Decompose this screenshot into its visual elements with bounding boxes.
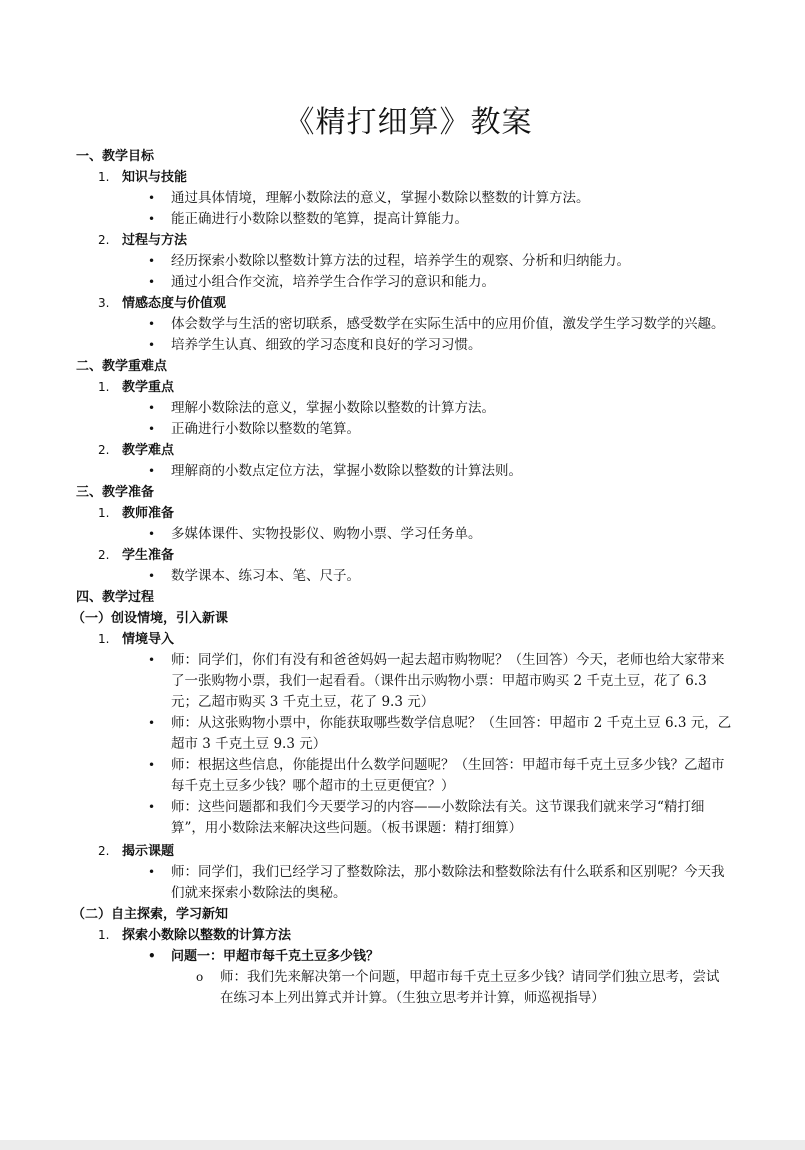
bullet-text: 正确进行小数除以整数的笔算。 <box>171 421 360 437</box>
bullet-item <box>72 713 745 755</box>
bullet-text: 师：根据这些信息，你能提出什么数学问题呢？（生回答：甲超市每千克土豆多少钱？乙超市每千克土豆多少钱？哪个超市的土豆更便宜？） <box>171 757 725 794</box>
numbered-item <box>72 377 745 398</box>
bullet-icon: • <box>148 191 156 205</box>
bullet-item <box>72 272 745 293</box>
numbered-item <box>72 841 745 862</box>
item-label: 探索小数除以整数的计算方法 <box>122 928 292 943</box>
item-label: 知识与技能 <box>122 170 188 185</box>
item-number: 2. <box>98 548 110 562</box>
bullet-text: 通过小组合作交流，培养学生合作学习的意识和能力。 <box>171 274 495 290</box>
bullet-icon: • <box>148 254 156 268</box>
bullet-icon: • <box>148 338 156 352</box>
bullet-icon: • <box>148 527 156 541</box>
numbered-item <box>72 503 745 524</box>
numbered-item <box>72 925 745 946</box>
item-label: 教师准备 <box>122 506 175 521</box>
numbered-item <box>72 230 745 251</box>
item-label: 过程与方法 <box>122 233 188 248</box>
section-heading-process: 四、教学过程 <box>76 590 155 605</box>
bullet-text: 师：同学们，你们有没有和爸爸妈妈一起去超市购物呢？（生回答）今天，老师也给大家带来了一张购物小票，我们一起看看。（课件出示购物小票：甲超市购买 2 千克土豆，花了 6.3 元；乙超市购买 3 千克土豆，花了 9.3 元） <box>171 652 725 710</box>
item-number: 1. <box>98 506 110 520</box>
numbered-item <box>72 167 745 188</box>
bullet-item <box>72 335 745 356</box>
bullet-text: 理解小数除法的意义，掌握小数除以整数的计算方法。 <box>171 400 495 416</box>
section-heading-goals: 一、教学目标 <box>76 149 155 164</box>
bullet-icon: • <box>148 865 156 879</box>
bullet-item <box>72 419 745 440</box>
item-number: 2. <box>98 844 110 858</box>
sub-bullet-item <box>72 967 745 1009</box>
bullet-item <box>72 650 745 713</box>
item-number: 3. <box>98 296 110 310</box>
item-number: 2. <box>98 443 110 457</box>
bullet-text: 体会数学与生活的密切联系，感受数学在实际生活中的应用价值，激发学生学习数学的兴趣。 <box>171 316 725 332</box>
bullet-text: 师：同学们，我们已经学习了整数除法，那小数除法和整数除法有什么联系和区别呢？今天我们就来探索小数除法的奥秘。 <box>171 864 725 901</box>
bullet-icon: • <box>148 401 156 415</box>
bullet-icon: • <box>148 758 156 772</box>
bullet-item <box>72 398 745 419</box>
subsection-heading: （二）自主探索，学习新知 <box>72 907 229 922</box>
bullet-text: 问题一：甲超市每千克土豆多少钱？ <box>171 949 380 964</box>
numbered-item <box>72 629 745 650</box>
bullet-item <box>72 862 745 904</box>
bullet-item <box>72 461 745 482</box>
numbered-item <box>72 293 745 314</box>
section-heading-preparation: 三、教学准备 <box>76 485 155 500</box>
subsection-heading: （一）创设情境，引入新课 <box>72 611 229 626</box>
bullet-text: 数学课本、练习本、笔、尺子。 <box>171 568 360 584</box>
bullet-icon: • <box>148 422 156 436</box>
bullet-text: 多媒体课件、实物投影仪、购物小票、学习任务单。 <box>171 526 482 542</box>
document-title: 《精打细算》教案 <box>284 105 533 140</box>
bullet-icon: • <box>148 464 156 478</box>
section-heading-key-points: 二、教学重难点 <box>76 359 168 374</box>
bullet-item <box>72 251 745 272</box>
item-label: 揭示课题 <box>122 844 175 859</box>
bullet-item <box>72 188 745 209</box>
bullet-text: 经历探索小数除以整数计算方法的过程，培养学生的观察、分析和归纳能力。 <box>171 253 630 269</box>
bullet-icon: • <box>148 317 156 331</box>
bullet-text: 培养学生认真、细致的学习态度和良好的学习习惯。 <box>171 337 482 353</box>
bullet-text: 通过具体情境，理解小数除法的意义，掌握小数除以整数的计算方法。 <box>171 190 590 206</box>
bullet-item <box>72 797 745 839</box>
bullet-item <box>72 524 745 545</box>
bullet-icon: • <box>148 653 156 667</box>
bullet-item <box>72 755 745 797</box>
bullet-icon: • <box>148 716 156 730</box>
bullet-text: 师：从这张购物小票中，你能获取哪些数学信息呢？（生回答：甲超市 2 千克土豆 6.3 元，乙超市 3 千克土豆 9.3 元） <box>171 715 732 752</box>
item-label: 学生准备 <box>122 548 175 563</box>
bullet-text: 能正确进行小数除以整数的笔算，提高计算能力。 <box>171 211 468 227</box>
item-label: 教学难点 <box>122 443 175 458</box>
bullet-icon: • <box>148 275 156 289</box>
bullet-icon: • <box>148 212 156 226</box>
circle-bullet-icon: o <box>196 970 204 984</box>
item-label: 情境导入 <box>122 632 175 647</box>
item-label: 教学重点 <box>122 380 175 395</box>
numbered-item <box>72 545 745 566</box>
page-bottom-edge <box>0 1140 805 1150</box>
bullet-item <box>72 946 745 967</box>
bullet-icon: • <box>148 569 156 583</box>
bullet-item <box>72 314 745 335</box>
bullet-item <box>72 209 745 230</box>
bullet-text: 理解商的小数点定位方法，掌握小数除以整数的计算法则。 <box>171 463 522 479</box>
item-number: 1. <box>98 380 110 394</box>
numbered-item <box>72 440 745 461</box>
item-number: 1. <box>98 632 110 646</box>
bullet-icon: • <box>148 949 156 963</box>
item-number: 2. <box>98 233 110 247</box>
item-number: 1. <box>98 928 110 942</box>
item-number: 1. <box>98 170 110 184</box>
bullet-item <box>72 566 745 587</box>
bullet-icon: • <box>148 800 156 814</box>
bullet-text: 师：这些问题都和我们今天要学习的内容——小数除法有关。这节课我们就来学习“精打细算”，用小数除法来解决这些问题。（板书课题：精打细算） <box>171 799 705 836</box>
item-label: 情感态度与价值观 <box>122 296 227 311</box>
sub-bullet-text: 师：我们先来解决第一个问题，甲超市每千克土豆多少钱？请同学们独立思考，尝试在练习本上列出算式并计算。（生独立思考并计算，师巡视指导） <box>220 969 720 1006</box>
